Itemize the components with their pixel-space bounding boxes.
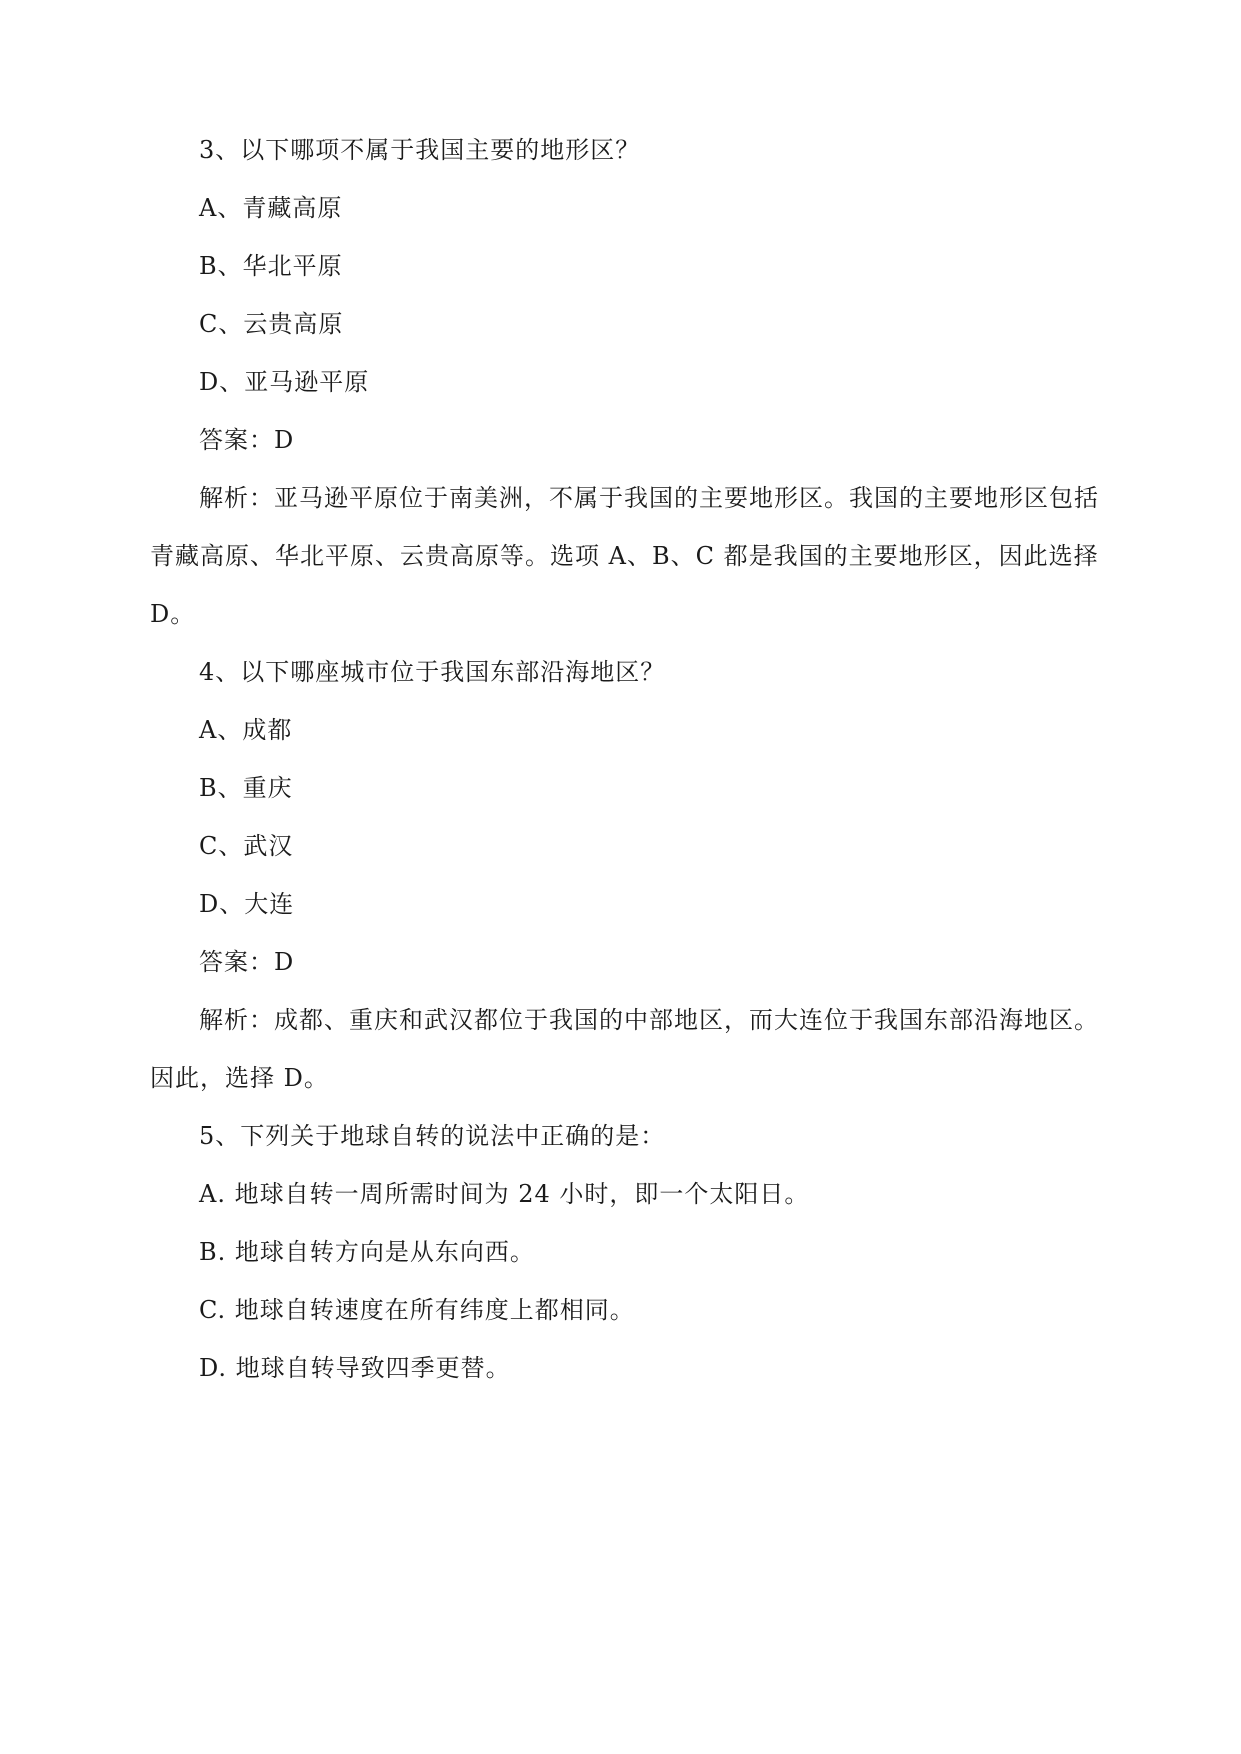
question-3-option-a: A、青藏高原	[199, 194, 343, 222]
question-5-option-d: D. 地球自转导致四季更替。	[199, 1354, 511, 1382]
question-3-analysis-line-2: 青藏高原、华北平原、云贵高原等。选项 A、B、C 都是我国的主要地形区，因此选择	[150, 542, 1099, 570]
question-3-option-d: D、亚马逊平原	[199, 368, 370, 396]
question-4-option-c: C、武汉	[199, 832, 294, 860]
question-5-title: 5、下列关于地球自转的说法中正确的是：	[199, 1122, 666, 1150]
question-3-title: 3、以下哪项不属于我国主要的地形区？	[199, 136, 641, 164]
question-3-option-b: B、华北平原	[199, 252, 343, 280]
question-5-option-b: B. 地球自转方向是从东向西。	[199, 1238, 535, 1266]
question-4-option-b: B、重庆	[199, 774, 293, 802]
question-3-option-c: C、云贵高原	[199, 310, 344, 338]
question-4-option-a: A、成都	[199, 716, 293, 744]
question-4-analysis-line-2: 因此，选择 D。	[150, 1064, 329, 1092]
question-4-option-d: D、大连	[199, 890, 295, 918]
question-4-analysis-line-1: 解析：成都、重庆和武汉都位于我国的中部地区，而大连位于我国东部沿海地区。	[199, 1006, 1099, 1034]
question-3-answer: 答案：D	[199, 426, 295, 454]
question-4-title: 4、以下哪座城市位于我国东部沿海地区？	[199, 658, 666, 686]
question-5-option-a: A. 地球自转一周所需时间为 24 小时，即一个太阳日。	[199, 1180, 810, 1208]
question-5-option-c: C. 地球自转速度在所有纬度上都相同。	[199, 1296, 635, 1324]
question-3-analysis-line-1: 解析：亚马逊平原位于南美洲，不属于我国的主要地形区。我国的主要地形区包括	[199, 484, 1099, 512]
question-3-analysis-line-3: D。	[150, 600, 196, 628]
question-4-answer: 答案：D	[199, 948, 295, 976]
